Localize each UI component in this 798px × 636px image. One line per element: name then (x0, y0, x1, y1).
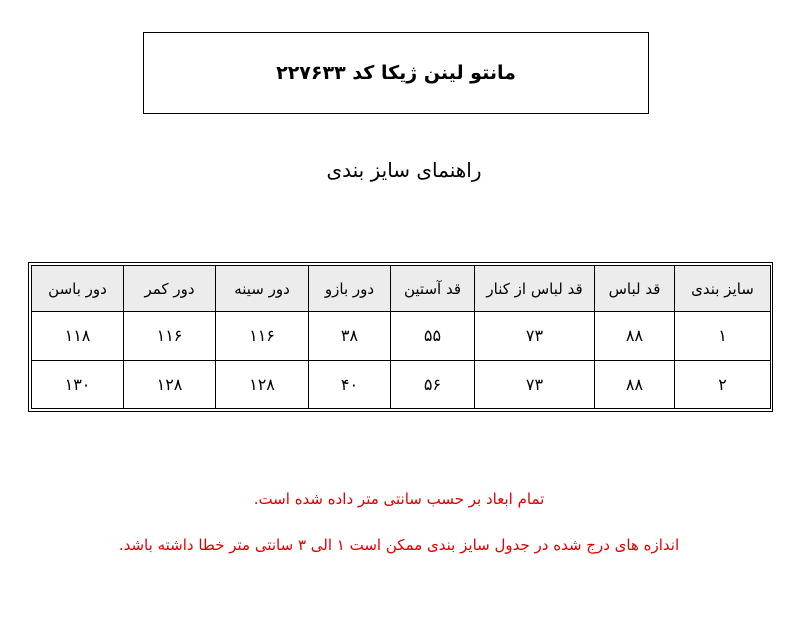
note-tolerance: اندازه های درج شده در جدول سایز بندی ممکن است ۱ الی ۳ سانتی متر خطا داشته باشد. (118, 536, 680, 554)
header-length: قد لباس (595, 266, 675, 312)
table-cell: ۷۳ (475, 312, 595, 360)
product-title: مانتو لینن ژیکا کد ۲۲۷۶۳۳ (276, 62, 516, 84)
size-table (31, 265, 771, 409)
table-cell: ۱۳۰ (32, 360, 124, 408)
table-cell: ۱۱۶ (216, 312, 309, 360)
table-cell: ۸۸ (595, 312, 675, 360)
header-waist-circumference: دور کمر (124, 266, 216, 312)
table-row (32, 360, 771, 408)
size-table-frame (28, 262, 773, 412)
header-arm-circumference: دور بازو (309, 266, 391, 312)
table-cell: ۴۰ (309, 360, 391, 408)
note-units: تمام ابعاد بر حسب سانتی متر داده شده است. (253, 490, 545, 508)
size-guide-heading: راهنمای سایز بندی (326, 158, 482, 182)
header-side-length: قد لباس از کنار (475, 266, 595, 312)
table-header-row (32, 266, 771, 312)
table-cell: ۳۸ (309, 312, 391, 360)
header-size: سایز بندی (675, 266, 771, 312)
table-cell: ۸۸ (595, 360, 675, 408)
table-row (32, 312, 771, 360)
header-chest-circumference: دور سینه (216, 266, 309, 312)
table-cell: ۱۱۶ (124, 312, 216, 360)
table-cell: ۱۲۸ (216, 360, 309, 408)
table-cell: ۵۵ (391, 312, 475, 360)
table-cell: ۱۲۸ (124, 360, 216, 408)
header-sleeve-length: قد آستین (391, 266, 475, 312)
table-cell: ۲ (675, 360, 771, 408)
table-cell: ۱ (675, 312, 771, 360)
header-hip-circumference: دور باسن (32, 266, 124, 312)
table-cell: ۷۳ (475, 360, 595, 408)
table-cell: ۱۱۸ (32, 312, 124, 360)
title-box (143, 32, 649, 114)
table-cell: ۵۶ (391, 360, 475, 408)
